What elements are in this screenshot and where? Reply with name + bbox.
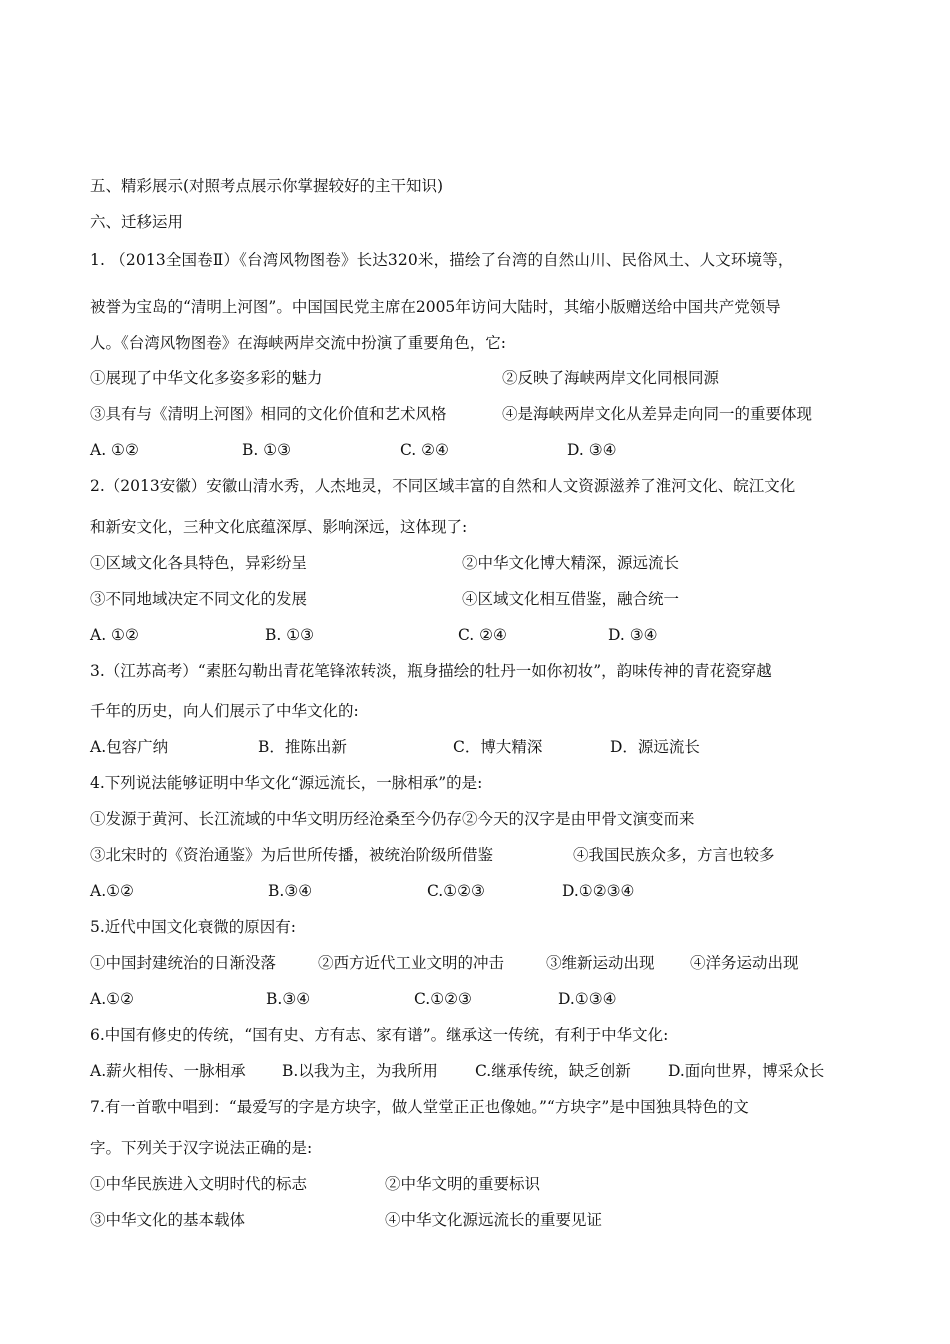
q7-statement-4: ④中华文化源远流长的重要见证 (385, 1211, 603, 1229)
q1-statement-2: ②反映了海峡两岸文化同根同源 (502, 369, 720, 387)
q2-statement-1: ①区域文化各具特色，异彩纷呈 (90, 554, 308, 572)
q2-stem-line2: 和新安文化，三种文化底蕴深厚、影响深远，这体现了: (90, 518, 468, 536)
q4-option-d: D.①②③④ (562, 882, 635, 900)
q1-option-c: C. ②④ (400, 441, 449, 459)
q1-option-a: A. ①② (90, 441, 139, 459)
q3-option-c: C．博大精深 (453, 738, 543, 756)
q2-option-a: A. ①② (90, 626, 139, 644)
q1-stem-line3: 人。《台湾风物图卷》在海峡两岸交流中扮演了重要角色，它: (90, 334, 506, 352)
q7-statement-3: ③中华文化的基本载体 (90, 1211, 246, 1229)
section-five-heading: 五、精彩展示(对照考点展示你掌握较好的主干知识) (90, 177, 444, 195)
q2-option-d: D. ③④ (608, 626, 658, 644)
q4-option-a: A.①② (90, 882, 134, 900)
q3-option-a: A.包容广纳 (90, 738, 169, 756)
q4-statement-4: ④我国民族众多，方言也较多 (573, 846, 775, 864)
q1-stem-line2: 被誉为宝岛的“清明上河图”。中国国民党主席在2005年访问大陆时，其缩小版赠送给中国共产党领导 (90, 298, 781, 316)
q2-option-c: C. ②④ (458, 626, 507, 644)
section-six-heading: 六、迁移运用 (90, 213, 184, 231)
q3-stem-line2: 千年的历史，向人们展示了中华文化的: (90, 702, 359, 720)
q5-statement-1: ①中国封建统治的日渐没落 (90, 954, 277, 972)
q6-option-b: B.以我为主，为我所用 (282, 1062, 438, 1080)
q4-option-b: B.③④ (268, 882, 313, 900)
q1-statement-1: ①展现了中华文化多姿多彩的魅力 (90, 369, 323, 387)
q2-statement-3: ③不同地域决定不同文化的发展 (90, 590, 308, 608)
q7-stem-line1: 7.有一首歌中唱到：“最爱写的字是方块字，做人堂堂正正也像她。”“方块字”是中国独具特色的文 (90, 1098, 749, 1116)
q1-option-d: D. ③④ (567, 441, 617, 459)
q3-option-b: B．推陈出新 (258, 738, 347, 756)
q4-option-c: C.①②③ (427, 882, 485, 900)
q6-option-a: A.薪火相传、一脉相承 (90, 1062, 246, 1080)
q3-stem-line1: 3.（江苏高考）“素胚勾勒出青花笔锋浓转淡，瓶身描绘的牡丹一如你初妆”，韵味传神的青花瓷穿越 (90, 662, 772, 680)
q7-statement-1: ①中华民族进入文明时代的标志 (90, 1175, 308, 1193)
q2-statement-4: ④区域文化相互借鉴，融合统一 (462, 590, 680, 608)
q2-statement-2: ②中华文化博大精深，源远流长 (462, 554, 680, 572)
q2-option-b: B. ①③ (265, 626, 315, 644)
q3-option-d: D．源远流长 (610, 738, 700, 756)
q6-stem: 6.中国有修史的传统，“国有史、方有志、家有谱”。继承这一传统，有利于中华文化: (90, 1026, 669, 1044)
q7-statement-2: ②中华文明的重要标识 (385, 1175, 541, 1193)
q5-option-b: B.③④ (266, 990, 311, 1008)
q1-statement-3: ③具有与《清明上河图》相同的文化价值和艺术风格 (90, 405, 447, 423)
q6-option-c: C.继承传统，缺乏创新 (475, 1062, 631, 1080)
q5-option-a: A.①② (90, 990, 134, 1008)
q1-statement-4: ④是海峡两岸文化从差异走向同一的重要体现 (502, 405, 813, 423)
q5-option-d: D.①③④ (558, 990, 617, 1008)
q5-stem: 5.近代中国文化衰微的原因有: (90, 918, 297, 936)
q5-statement-3: ③维新运动出现 (546, 954, 655, 972)
q5-statement-4: ④洋务运动出现 (690, 954, 799, 972)
q6-option-d: D.面向世界，博采众长 (668, 1062, 825, 1080)
q7-stem-line2: 字。下列关于汉字说法正确的是: (90, 1139, 313, 1157)
q4-statements-1-2: ①发源于黄河、长江流域的中华文明历经沧桑至今仍存②今天的汉字是由甲骨文演变而来 (90, 810, 695, 828)
q4-stem: 4.下列说法能够证明中华文化“源远流长，一脉相承”的是: (90, 774, 483, 792)
q2-stem-line1: 2.（2013安徽）安徽山清水秀，人杰地灵，不同区域丰富的自然和人文资源滋养了淮河文化、皖江文化 (90, 477, 796, 495)
q1-option-b: B. ①③ (242, 441, 292, 459)
q4-statement-3: ③北宋时的《资治通鉴》为后世所传播，被统治阶级所借鉴 (90, 846, 494, 864)
q5-option-c: C.①②③ (414, 990, 472, 1008)
q1-stem-line1: 1. （2013全国卷Ⅱ）《台湾风物图卷》长达320米，描绘了台湾的自然山川、民俗风土、人文环境等， (90, 251, 794, 269)
q5-statement-2: ②西方近代工业文明的冲击 (318, 954, 505, 972)
